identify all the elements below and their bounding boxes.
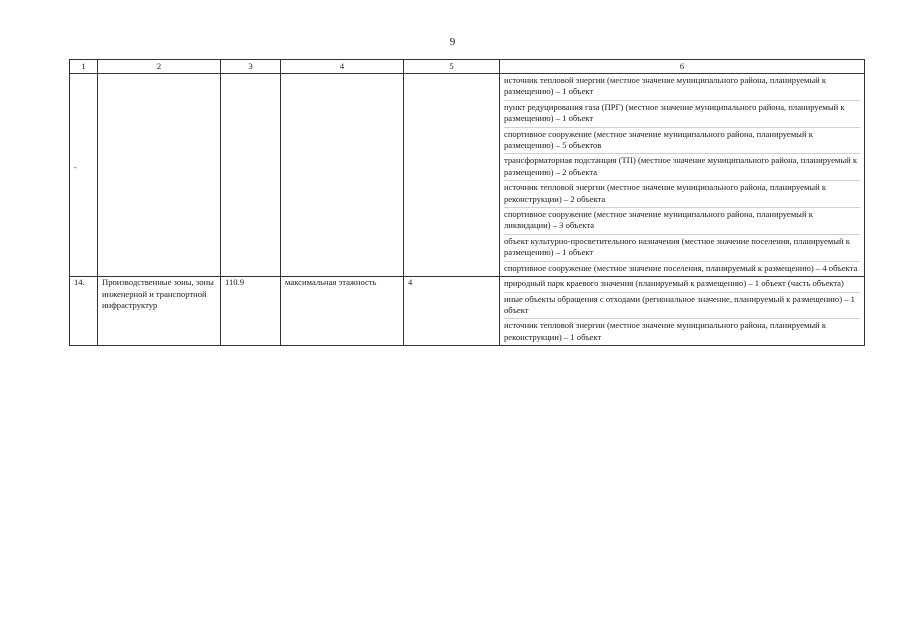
- table-cell: [221, 74, 281, 277]
- header-cell: 2: [98, 60, 221, 74]
- header-cell: 1: [70, 60, 98, 74]
- table-row-14: [70, 277, 865, 346]
- object-entry: объект культурно-просветительного назначения (местное значение поселения, планируемый к размещению) – 1 объект: [504, 235, 860, 262]
- stray-mark: -: [74, 163, 77, 172]
- object-entry: источник тепловой энергии (местное значение муниципального района, планируемый к реконструкции) – 1 объект: [504, 320, 827, 342]
- page-number: 9: [449, 36, 456, 48]
- objects-cell: [500, 74, 865, 277]
- object-entry: источник тепловой энергии (местное значение муниципального района, планируемый к размещению) – 1 объект: [504, 74, 860, 101]
- row-number: 14.: [70, 277, 98, 346]
- object-entry: иные объекты обращения с отходами (региональное значение, планируемый к размещению) – 1 объект: [504, 293, 860, 320]
- object-entry: природный парк краевого значения (планируемый к размещению) – 1 объект (часть объекта): [504, 277, 860, 292]
- table-cell: [98, 74, 221, 277]
- table-cell: [281, 74, 404, 277]
- header-cell: 3: [221, 60, 281, 74]
- zone-area: 110.9: [221, 277, 281, 346]
- header-cell: 6: [500, 60, 865, 74]
- table-cell: [70, 74, 98, 277]
- objects-cell: [500, 277, 865, 346]
- parameter-value: 4: [404, 277, 500, 346]
- object-entry: спортивное сооружение (местное значение муниципального района, планируемый к ликвидации) – 3 объекта: [504, 208, 860, 235]
- table-header-row: [70, 60, 865, 74]
- object-entry: трансформаторная подстанция (ТП) (местное значение муниципального района, планируемый к размещению) – 2 объекта: [504, 154, 860, 181]
- table-cell: [404, 74, 500, 277]
- table-row-continuation: [70, 74, 865, 277]
- object-entry: источник тепловой энергии (местное значение муниципального района, планируемый к реконструкции) – 2 объекта: [504, 181, 860, 208]
- zone-name: Производственные зоны, зоны инженерной и транспортной инфраструктур: [98, 277, 221, 346]
- object-entry: спортивное сооружение (местное значение муниципального района, планируемый к размещению) – 5 объектов: [504, 128, 860, 155]
- header-cell: 5: [404, 60, 500, 74]
- parameter-name: максимальная этажность: [281, 277, 404, 346]
- object-entry: спортивное сооружение (местное значение поселения, планируемый к размещению) – 4 объекта: [504, 262, 858, 273]
- zones-table: [69, 59, 865, 346]
- object-entry: пункт редуцирования газа (ПРГ) (местное значение муниципального района, планируемый к размещению) – 1 объект: [504, 101, 860, 128]
- header-cell: 4: [281, 60, 404, 74]
